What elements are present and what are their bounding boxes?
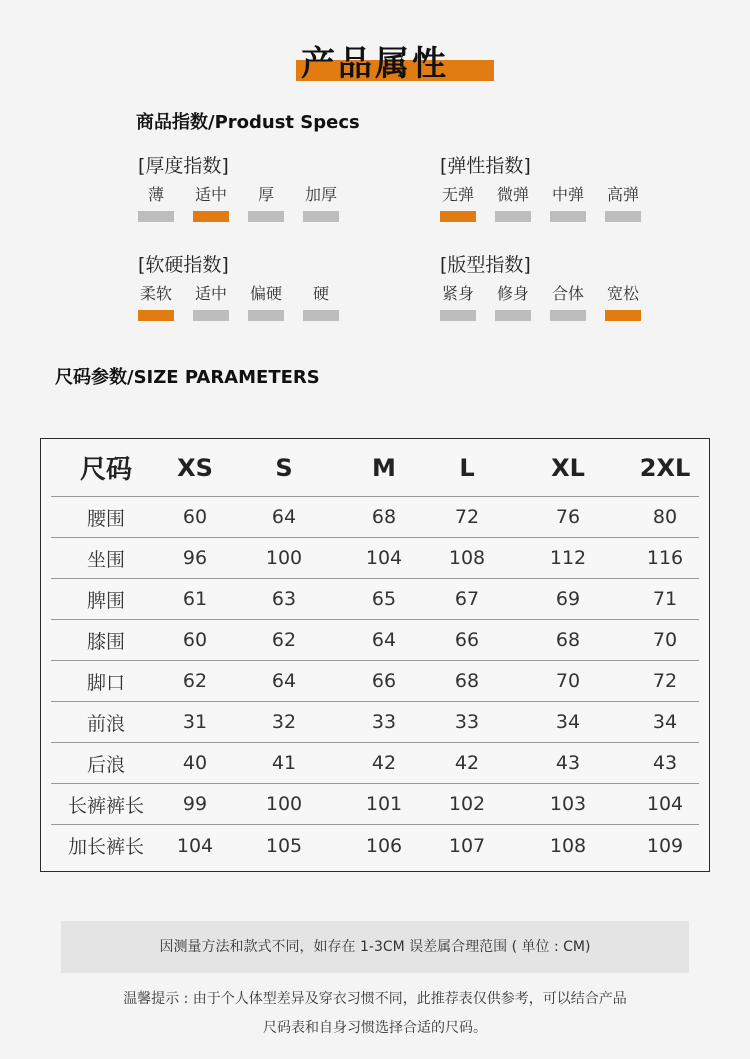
table-cell: 65	[371, 588, 397, 610]
measurement-note: 因测量方法和款式不同，如存在 1-3CM 误差属合理范围 ( 单位 : CM)	[61, 921, 689, 973]
table-cell: 72	[652, 670, 678, 692]
table-header-cell: 尺码	[79, 455, 132, 485]
spec-option	[303, 283, 339, 321]
page-title: 产品属性	[301, 44, 449, 84]
table-cell: 102	[448, 793, 486, 815]
spec-indicator-bar-selected	[605, 310, 641, 321]
spec-option	[248, 184, 284, 222]
table-header-cell: XS	[177, 453, 213, 482]
spec-group-elasticity	[440, 151, 660, 222]
table-cell: 106	[365, 834, 403, 857]
table-cell: 坐围	[86, 548, 125, 571]
spec-indicator-bar	[550, 211, 586, 222]
table-cell: 41	[271, 752, 297, 774]
size-table	[40, 438, 710, 872]
spec-option-label: 宽松	[606, 284, 639, 303]
table-cell: 104	[365, 547, 403, 569]
spec-indicator-bar	[605, 211, 641, 222]
spec-option	[138, 184, 174, 222]
spec-option	[440, 184, 476, 222]
spec-group-title: [软硬指数]	[138, 254, 229, 276]
table-cell: 60	[182, 506, 208, 528]
table-cell: 68	[555, 629, 581, 651]
table-cell: 108	[549, 834, 587, 857]
table-cell: 103	[549, 793, 587, 815]
spec-group-title: [厚度指数]	[138, 155, 229, 177]
table-cell: 32	[271, 711, 297, 733]
spec-option-label: 无弹	[441, 185, 474, 204]
table-header-cell: 2XL	[639, 453, 691, 482]
spec-option	[440, 283, 476, 321]
table-cell: 71	[652, 588, 678, 610]
table-cell: 34	[652, 711, 678, 733]
table-cell: 72	[454, 506, 480, 528]
tip-line-1: 温馨提示 : 由于个人体型差异及穿衣习惯不同，此推荐表仅供参考，可以结合产品	[123, 991, 627, 1007]
table-cell: 66	[454, 629, 480, 651]
spec-option	[495, 283, 531, 321]
spec-option	[550, 283, 586, 321]
table-cell: 96	[182, 547, 208, 569]
table-cell: 43	[652, 752, 678, 774]
spec-option-label: 微弹	[496, 185, 529, 204]
table-cell: 80	[652, 506, 678, 528]
table-row	[51, 702, 699, 743]
table-row	[51, 579, 699, 620]
table-cell: 101	[365, 793, 403, 815]
spec-option	[495, 184, 531, 222]
table-row	[51, 825, 699, 866]
spec-option	[303, 184, 339, 222]
spec-group-softness	[138, 250, 358, 321]
table-cell: 前浪	[86, 712, 125, 735]
table-cell: 109	[646, 834, 684, 857]
table-row	[51, 743, 699, 784]
spec-group-title: [版型指数]	[440, 254, 531, 276]
table-cell: 105	[265, 834, 303, 857]
spec-indicator-bar	[138, 211, 174, 222]
spec-option-label: 中弹	[551, 185, 584, 204]
spec-indicator-bar-selected	[193, 211, 229, 222]
spec-option-label: 加厚	[304, 185, 337, 204]
table-cell: 108	[448, 547, 486, 569]
table-cell: 66	[371, 670, 397, 692]
table-cell: 34	[555, 711, 581, 733]
table-header-cell: S	[275, 453, 293, 482]
table-cell: 67	[454, 588, 480, 610]
table-cell: 68	[371, 506, 397, 528]
spec-option-label: 硬	[312, 284, 329, 303]
table-cell: 112	[549, 547, 587, 569]
spec-option	[138, 283, 174, 321]
table-cell: 42	[371, 752, 397, 774]
spec-indicator-bar-selected	[138, 310, 174, 321]
table-row	[51, 620, 699, 661]
spec-option	[193, 184, 229, 222]
table-cell: 62	[271, 629, 297, 651]
table-cell: 64	[271, 506, 297, 528]
table-cell: 31	[182, 711, 208, 733]
table-cell: 107	[448, 834, 486, 857]
table-cell: 99	[182, 793, 208, 815]
spec-option-label: 修身	[496, 284, 529, 303]
table-cell: 104	[176, 834, 214, 857]
table-row	[51, 538, 699, 579]
table-cell: 64	[271, 670, 297, 692]
spec-group-title: [弹性指数]	[440, 155, 531, 177]
spec-option-label: 适中	[194, 284, 227, 303]
spec-indicator-bar	[193, 310, 229, 321]
table-header-cell: M	[372, 453, 396, 482]
table-cell: 104	[646, 793, 684, 815]
table-cell: 61	[182, 588, 208, 610]
table-row	[51, 784, 699, 825]
page-title-block	[0, 36, 750, 86]
table-cell: 膝围	[86, 630, 125, 653]
table-cell: 60	[182, 629, 208, 651]
spec-option	[193, 283, 229, 321]
table-cell: 62	[182, 670, 208, 692]
table-cell: 68	[454, 670, 480, 692]
table-cell: 64	[371, 629, 397, 651]
size-heading: 尺码参数/SIZE PARAMETERS	[55, 367, 320, 388]
spec-option	[605, 283, 641, 321]
table-cell: 42	[454, 752, 480, 774]
spec-indicator-bar	[440, 310, 476, 321]
spec-option-label: 高弹	[606, 185, 639, 204]
spec-option	[550, 184, 586, 222]
table-cell: 加长裤长	[67, 836, 144, 858]
spec-option-label: 薄	[147, 185, 164, 204]
table-cell: 100	[265, 793, 303, 815]
spec-indicator-bar	[303, 310, 339, 321]
spec-indicator-bar	[495, 211, 531, 222]
table-cell: 43	[555, 752, 581, 774]
table-cell: 76	[555, 506, 581, 528]
spec-option-label: 厚	[257, 185, 274, 204]
spec-indicator-bar	[495, 310, 531, 321]
table-header-cell: XL	[551, 453, 585, 482]
table-cell: 40	[182, 752, 208, 774]
table-cell: 70	[555, 670, 581, 692]
tip-line-2: 尺码表和自身习惯选择合适的尺码。	[263, 1020, 487, 1036]
table-cell: 脚口	[86, 671, 125, 694]
table-row	[51, 497, 699, 538]
spec-indicator-bar	[550, 310, 586, 321]
spec-indicator-bar	[248, 211, 284, 222]
specs-heading: 商品指数/Produst Specs	[136, 112, 360, 133]
table-cell: 63	[271, 588, 297, 610]
table-cell: 33	[371, 711, 397, 733]
table-cell: 70	[652, 629, 678, 651]
table-cell: 脾围	[86, 589, 125, 612]
spec-option-label: 柔软	[139, 284, 172, 303]
spec-option-label: 适中	[194, 185, 227, 204]
spec-group-thickness	[138, 151, 358, 222]
table-cell: 腰围	[86, 507, 125, 530]
spec-option-label: 紧身	[441, 284, 474, 303]
spec-indicator-bar-selected	[440, 211, 476, 222]
table-cell: 100	[265, 547, 303, 569]
table-cell: 长裤裤长	[67, 794, 144, 817]
spec-indicator-bar	[303, 211, 339, 222]
spec-option	[248, 283, 284, 321]
table-cell: 后浪	[86, 753, 125, 776]
spec-option-label: 偏硬	[249, 284, 282, 303]
table-cell: 116	[646, 547, 684, 569]
table-header-row	[51, 439, 699, 497]
table-header-cell: L	[459, 453, 475, 482]
table-cell: 69	[555, 588, 581, 610]
spec-indicator-bar	[248, 310, 284, 321]
spec-option-label: 合体	[551, 284, 584, 303]
table-row	[51, 661, 699, 702]
spec-option	[605, 184, 641, 222]
table-cell: 33	[454, 711, 480, 733]
spec-group-fit	[440, 250, 660, 321]
